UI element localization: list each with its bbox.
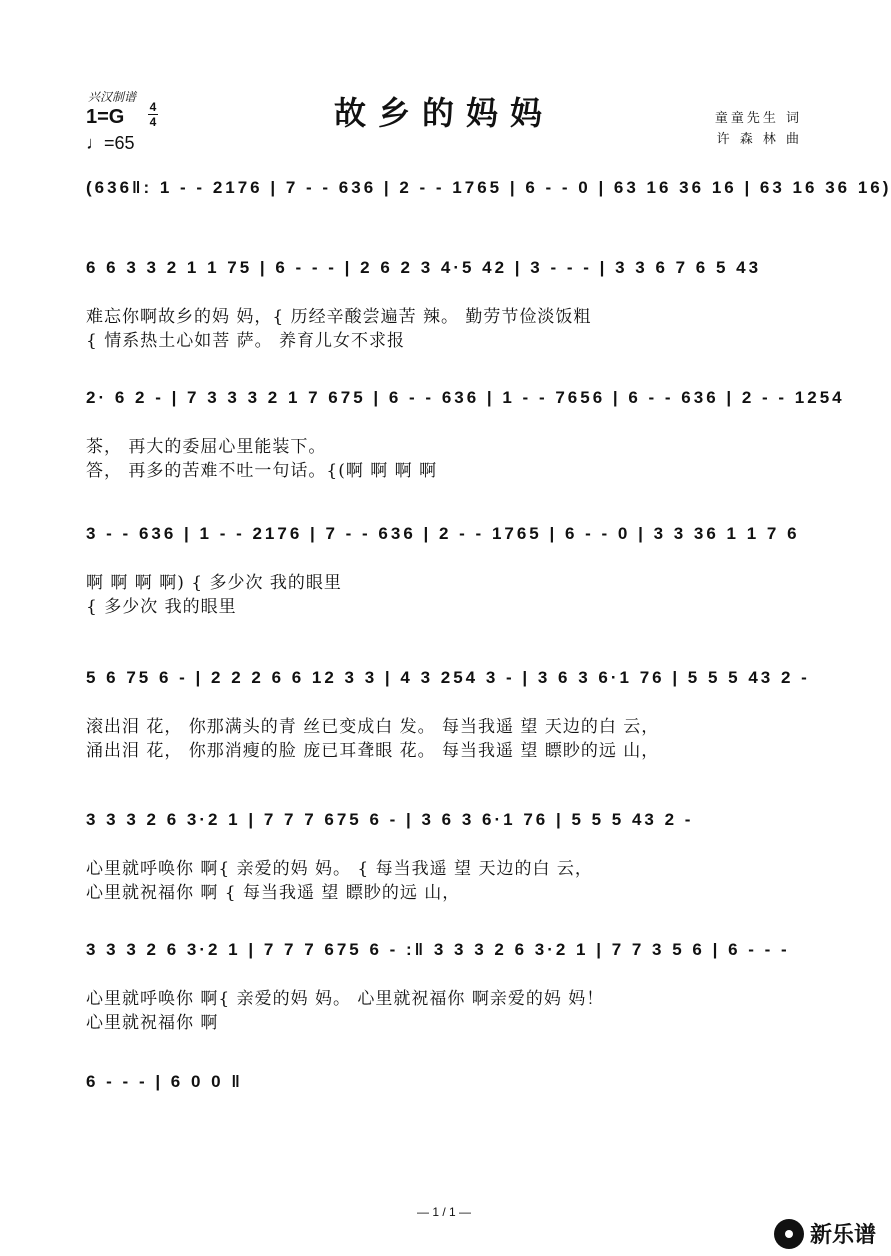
notation-staff: (636‖: 1 - - 2176 | 7 - - 636 | 2 - - 1765 | 6 - - 0 | 63 16 36 16 | 63 16 36 16) [86,178,891,197]
brand-logo [774,1218,876,1249]
time-signature-top: 4 [149,100,157,114]
lyric-line: 心里就呼唤你 啊{ 亲爱的妈 妈。 心里就祝福你 啊亲爱的妈 妈！ [86,989,605,1009]
lyric-line: 难忘你啊故乡的妈 妈，{ 历经辛酸尝遍苦 辣。 勤劳节俭淡饭粗 [86,307,592,327]
lyric-line: { 情系热土心如菩 萨。 养育儿女不求报 [86,331,406,351]
disc-icon [774,1219,804,1249]
song-title: 故乡的妈妈 [333,94,554,132]
lyric-line: 心里就呼唤你 啊{ 亲爱的妈 妈。 { 每当我遥 望 天边的白 云， [86,859,593,879]
lyricist-credit: 童童先生 词 [714,111,802,126]
page-number: — 1 / 1 — [416,1205,472,1219]
lyric-line: 心里就祝福你 啊 [86,1013,219,1033]
time-signature-bottom: 4 [149,115,157,129]
composer-credit: 许 森 林 曲 [716,132,802,147]
notation-staff: 5 6 75 6 - | 2 2 2 6 6 12 3 3 | 4 3 254 3 - | 3 6 3 6·1 76 | 5 5 5 43 2 - [86,668,810,687]
notation-staff: 3 3 3 2 6 3·2 1 | 7 7 7 675 6 - :‖ 3 3 3 2 6 3·2 1 | 7 7 3 5 6 | 6 - - - [86,940,790,959]
notation-staff: 3 3 3 2 6 3·2 1 | 7 7 7 675 6 - | 3 6 3 6·1 76 | 5 5 5 43 2 - [86,810,694,829]
lyric-line: 答， 再多的苦难不吐一句话。{(啊 啊 啊 啊 [86,461,438,481]
arranger-note: 兴汉制谱 [88,90,137,104]
lyric-line: 滚出泪 花， 你那满头的青 丝已变成白 发。 每当我遥 望 天边的白 云， [86,717,660,737]
tempo-marking: ♩=65 [86,133,135,153]
notation-staff: 3 - - 636 | 1 - - 2176 | 7 - - 636 | 2 - - 1765 | 6 - - 0 | 3 3 36 1 1 7 6 [86,524,800,543]
notation-staff: 6 6 3 3 2 1 1 75 | 6 - - - | 2 6 2 3 4·5 42 | 3 - - - | 3 3 6 7 6 5 43 [86,258,762,277]
key-signature: 1=G [86,106,125,128]
lyric-line: { 多少次 我的眼里 [86,597,237,617]
lyric-line: 涌出泪 花， 你那消瘦的脸 庞已耳聋眼 花。 每当我遥 望 瞟眇的远 山， [86,741,660,761]
brand-name: 新乐谱 [809,1222,876,1248]
lyric-line: 茶， 再大的委屈心里能装下。 [86,437,327,457]
lyric-line: 啊 啊 啊 啊) { 多少次 我的眼里 [86,573,342,593]
notation-staff: 6 - - - | 6 0 0 ‖ [86,1072,243,1091]
lyric-line: 心里就祝福你 啊 { 每当我遥 望 瞟眇的远 山， [86,883,461,903]
notation-staff: 2· 6 2 - | 7 3 3 3 2 1 7 675 | 6 - - 636 | 1 - - 7656 | 6 - - 636 | 2 - - 1254 [86,388,845,407]
